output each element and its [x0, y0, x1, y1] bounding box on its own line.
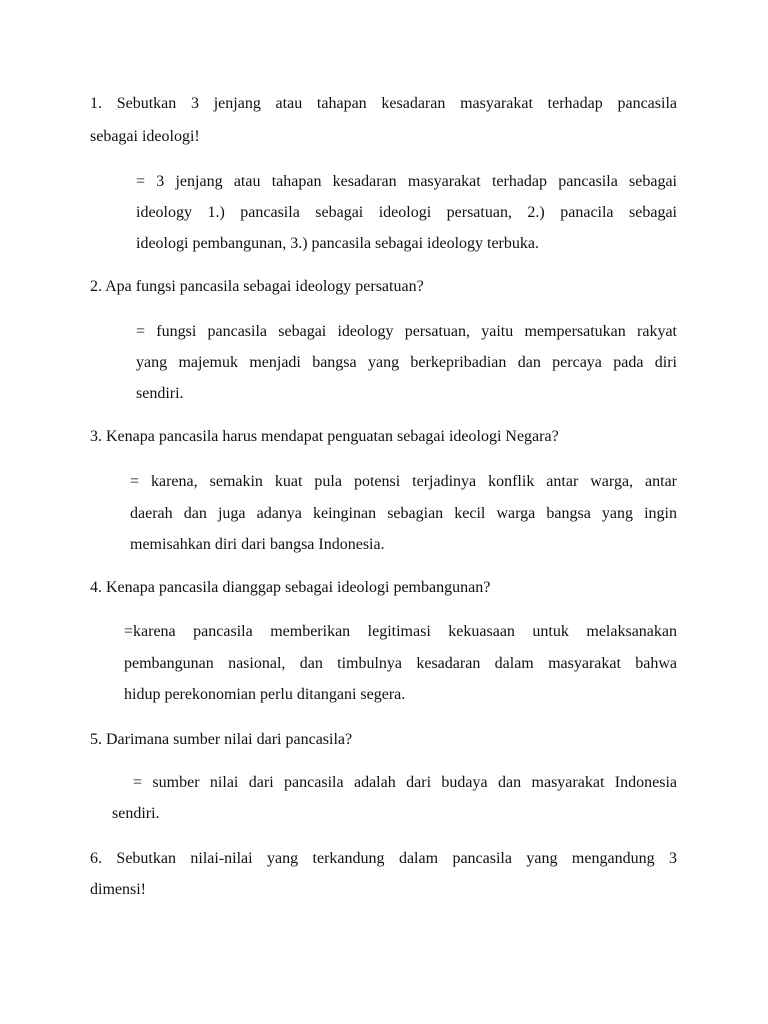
question-3-line-1: 3. Kenapa pancasila harus mendapat penguatan sebagai ideologi Negara? — [90, 428, 559, 445]
answer-4-line-1: =karena pancasila memberikan legitimasi kekuasaan untuk melaksanakan — [124, 623, 677, 640]
answer-1-line-2: ideology 1.) pancasila sebagai ideologi persatuan, 2.) panacila sebagai — [136, 204, 677, 221]
answer-2-line-1: = fungsi pancasila sebagai ideology persatuan, yaitu mempersatukan rakyat — [136, 323, 677, 340]
question-4-line-1: 4. Kenapa pancasila dianggap sebagai ideologi pembangunan? — [90, 579, 491, 596]
answer-5-line-2: sendiri. — [112, 805, 160, 822]
answer-3-line-2: daerah dan juga adanya keinginan sebagian kecil warga bangsa yang ingin — [130, 505, 677, 522]
answer-4-line-3: hidup perekonomian perlu ditangani segera. — [124, 686, 406, 703]
answer-2-line-3: sendiri. — [136, 385, 184, 402]
question-1-line-1: 1. Sebutkan 3 jenjang atau tahapan kesadaran masyarakat terhadap pancasila — [90, 95, 677, 112]
answer-1-line-3: ideologi pembangunan, 3.) pancasila sebagai ideology terbuka. — [136, 235, 539, 252]
answer-4-line-2: pembangunan nasional, dan timbulnya kesadaran dalam masyarakat bahwa — [124, 655, 677, 672]
answer-1-line-1: = 3 jenjang atau tahapan kesadaran masyarakat terhadap pancasila sebagai — [136, 173, 677, 190]
answer-3-line-3: memisahkan diri dari bangsa Indonesia. — [130, 536, 385, 553]
answer-2-line-2: yang majemuk menjadi bangsa yang berkepribadian dan percaya pada diri — [136, 354, 677, 371]
question-2-line-1: 2. Apa fungsi pancasila sebagai ideology persatuan? — [90, 278, 424, 295]
answer-3-line-1: = karena, semakin kuat pula potensi terjadinya konflik antar warga, antar — [130, 473, 677, 490]
question-6-line-2: dimensi! — [90, 881, 146, 898]
answer-5-line-1: = sumber nilai dari pancasila adalah dari budaya dan masyarakat Indonesia — [133, 774, 677, 791]
question-6-line-1: 6. Sebutkan nilai-nilai yang terkandung dalam pancasila yang mengandung 3 — [90, 850, 677, 867]
question-1-line-2: sebagai ideologi! — [90, 128, 200, 145]
question-5-line-1: 5. Darimana sumber nilai dari pancasila? — [90, 731, 353, 748]
